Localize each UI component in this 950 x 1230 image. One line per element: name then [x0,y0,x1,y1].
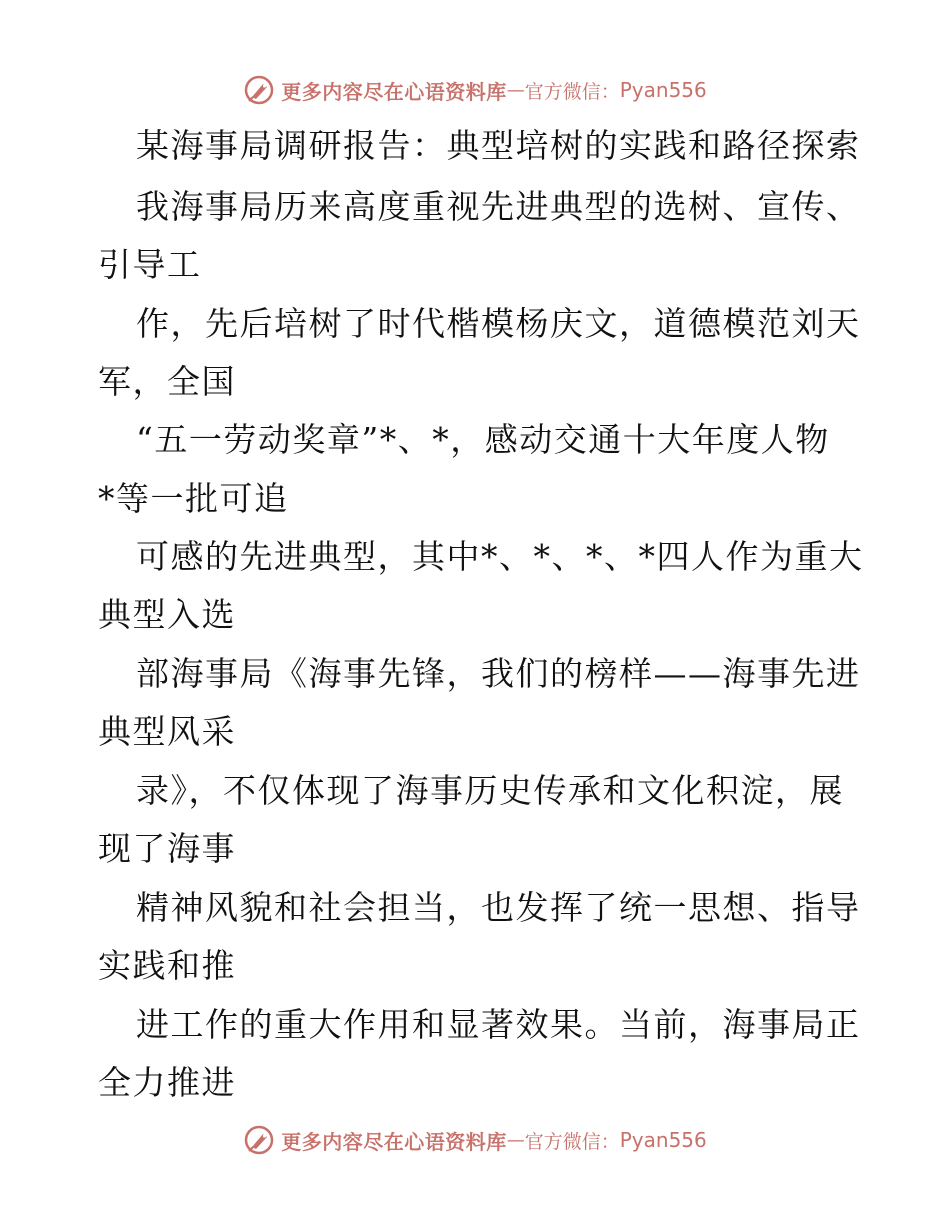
paragraph-line: 典型入选 [98,595,236,634]
watermark-wechat-id: Pyan556 [619,78,707,102]
paragraph-line: 我海事局历来高度重视先进典型的选树、宣传、 [136,187,861,226]
paragraph-line: *等一批可追 [98,479,289,518]
paragraph-line: 可感的先进典型，其中*、*、*、*四人作为重大 [136,537,864,576]
paragraph-line: 录》，不仅体现了海事历史传承和文化积淀，展 [136,771,844,810]
paragraph-line: 实践和推 [98,946,236,985]
paragraph-line: 精神风貌和社会担当，也发挥了统一思想、指导 [136,888,861,927]
paragraph-line: 作，先后培树了时代楷模杨庆文，道德模范刘天 [136,304,861,343]
paragraph-line: 部海事局《海事先锋，我们的榜样——海事先进 [136,654,861,693]
paragraph-line: 进工作的重大作用和显著效果。当前，海事局正 [136,1005,861,1044]
watermark-wechat-id: Pyan556 [619,1128,707,1152]
paragraph-line: 军，全国 [98,362,236,401]
paragraph-line: “五一劳动奖章”*、*，感动交通十大年度人物 [136,420,830,459]
pen-nib-logo-icon [243,1124,275,1156]
paragraph-line: 全力推进 [98,1063,236,1102]
paragraph-line: 引导工 [98,245,202,284]
watermark-site-text: 更多内容尽在心语资料库 [281,1129,507,1154]
watermark-site-text: 更多内容尽在心语资料库 [281,79,507,104]
document-title: 某海事局调研报告：典型培树的实践和路径探索 [136,126,861,165]
watermark-separator: — [506,79,525,101]
watermark-separator: — [506,1129,525,1151]
paragraph-line: 典型风采 [98,712,236,751]
watermark-wechat-label: 官方微信： [524,1130,620,1153]
footer-watermark [0,1120,950,1160]
paragraph-line: 现了海事 [98,829,236,868]
watermark-wechat-label: 官方微信： [524,80,620,103]
